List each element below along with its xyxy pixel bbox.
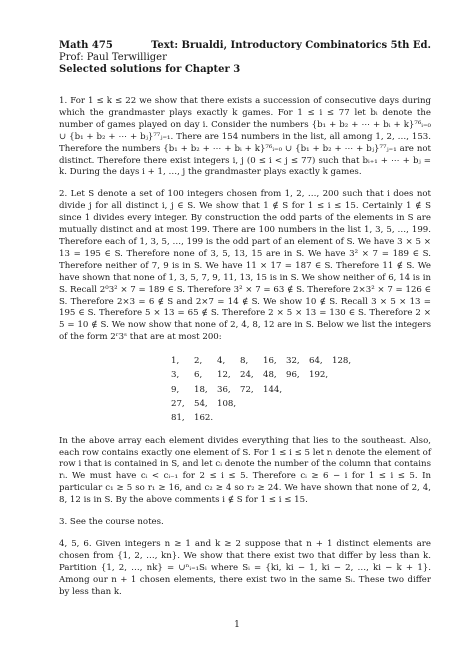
array-cell: 81, — [171, 413, 185, 424]
array-cell: 32, — [286, 356, 300, 367]
array-cell: 12, — [217, 370, 231, 381]
textbook-reference: Text: Brualdi, Introductory Combinatorics 5th Ed. — [151, 40, 431, 51]
array-cell: 54, — [194, 399, 208, 410]
array-cell: 9, — [171, 384, 180, 395]
array-cell: 8, — [240, 356, 249, 367]
section-title: Selected solutions for Chapter 3 — [59, 64, 241, 75]
array-cell: 3, — [171, 370, 180, 381]
professor-name: Prof: Paul Terwilliger — [59, 52, 167, 63]
array-cell: 6, — [194, 370, 203, 381]
page-number: 1 — [234, 620, 240, 630]
array-row — [171, 411, 431, 425]
powers-array — [171, 354, 431, 425]
array-row — [171, 383, 431, 397]
array-row — [171, 354, 431, 368]
array-cell: 128, — [332, 356, 352, 367]
array-cell: 24, — [240, 370, 254, 381]
array-cell: 1, — [171, 356, 180, 367]
array-cell: 192, — [309, 370, 329, 381]
array-cell: 96, — [286, 370, 300, 381]
array-cell: 18, — [194, 384, 208, 395]
array-cell: 48, — [263, 370, 277, 381]
course-title: Math 475 — [59, 40, 113, 51]
array-cell: 72, — [240, 384, 254, 395]
array-row — [171, 397, 431, 411]
array-cell: 4, — [217, 356, 226, 367]
problem-1-paragraph: 1. For 1 ≤ k ≤ 22 we show that there exists a succession of consecutive days during which the grandmaster plays exactly k games. For 1 ≤ i ≤ 77 let bᵢ denote the number of games played on day i. Consider the numbers {b₁ + b₂ + ⋯ + bᵢ + k}⁷⁶ᵢ₌₀ ∪ {b₁ + b₂ + ⋯ + bⱼ}⁷⁷ⱼ₌₁. There are 154 numbers in the list, all among 1, 2, …, 153. Therefore the numbers {b₁ + b₂ + ⋯ + bᵢ + k}⁷⁶ᵢ₌₀ ∪ {b₁ + b₂ + ⋯ + bⱼ}⁷⁷ⱼ₌₁ are not distinct. Therefore there exist integers i, j (0 ≤ i < j ≤ 77) such that bᵢ₊₁ + ⋯ + bⱼ = k. During the days i + 1, …, j the grandmaster plays exactly k games. — [59, 96, 431, 178]
array-cell: 64, — [309, 356, 323, 367]
array-cell: 36, — [217, 384, 231, 395]
array-cell: 144, — [263, 384, 283, 395]
document-header — [59, 40, 431, 76]
array-row — [171, 368, 431, 382]
array-cell: 27, — [171, 399, 185, 410]
problem-2-paragraph: 2. Let S denote a set of 100 integers chosen from 1, 2, …, 200 such that i does not divide j for all distinct i, j ∈ S. We show that 1 ∉ S for 1 ≤ i ≤ 15. Certainly 1 ∉ S since 1 divides every integer. By construction the odd parts of the elements in S are mutually distinct and at most 199. There are 100 numbers in the list 1, 3, 5, …, 199. Therefore each of 1, 3, 5, …, 199 is the odd part of an element of S. We have 3 × 5 × 13 = 195 ∈ S. Therefore none of 3, 5, 13, 15 are in S. We have 3² × 7 = 189 ∈ S. Therefore neither of 7, 9 is in S. We have 11 × 17 = 187 ∈ S. Therefore 11 ∉ S. We have shown that none of 1, 3, 5, 7, 9, 11, 13, 15 is in S. We show neither of 6, 14 is in S. Recall 2⁰3² × 7 = 189 ∈ S. Therefore 3² × 7 = 63 ∉ S. Therefore 2×3² × 7 = 126 ∈ S. Therefore 2×3 = 6 ∉ S and 2×7 = 14 ∉ S. We show 10 ∉ S. Recall 3 × 5 × 13 = 195 ∈ S. Therefore 5 × 13 = 65 ∉ S. Therefore 2 × 5 × 13 = 130 ∈ S. Therefore 2 × 5 = 10 ∉ S. We now show that none of 2, 4, 8, 12 are in S. Below we list the integers of the form 2ʳ3ˢ that are at most 200: — [59, 189, 431, 343]
problem-2-continuation: In the above array each element divides everything that lies to the southeast. Also, each row contains exactly one element of S. For 1 ≤ i ≤ 5 let rᵢ denote the element of row i that is contained in S, and let cᵢ denote the number of the column that contains rᵢ. We must have cᵢ < cᵢ₋₁ for 2 ≤ i ≤ 5. Therefore cᵢ ≥ 6 − i for 1 ≤ i ≤ 5. In particular c₁ ≥ 5 so r₁ ≥ 16, and c₂ ≥ 4 so r₂ ≥ 24. We have shown that none of 2, 4, 8, 12 is in S. By the above comments i ∉ S for 1 ≤ i ≤ 15. — [59, 435, 431, 506]
problem-4-5-6-paragraph: 4, 5, 6. Given integers n ≥ 1 and k ≥ 2 suppose that n + 1 distinct elements are chosen from {1, 2, …, kn}. We show that there exist two that differ by less than k. Partition {1, 2, …, nk} = ∪ⁿᵢ₌₁Sᵢ where Sᵢ = {ki, ki − 1, ki − 2, …, ki − k + 1}. Among our n + 1 chosen elements, there exist two in the same Sᵢ. These two differ by less than k. — [59, 538, 431, 597]
array-cell: 2, — [194, 356, 203, 367]
document-body — [59, 96, 431, 608]
problem-3-paragraph: 3. See the course notes. — [59, 517, 164, 528]
array-cell: 16, — [263, 356, 277, 367]
array-cell: 108, — [217, 399, 237, 410]
array-cell: 162. — [194, 413, 214, 424]
header-first-row — [59, 40, 431, 52]
